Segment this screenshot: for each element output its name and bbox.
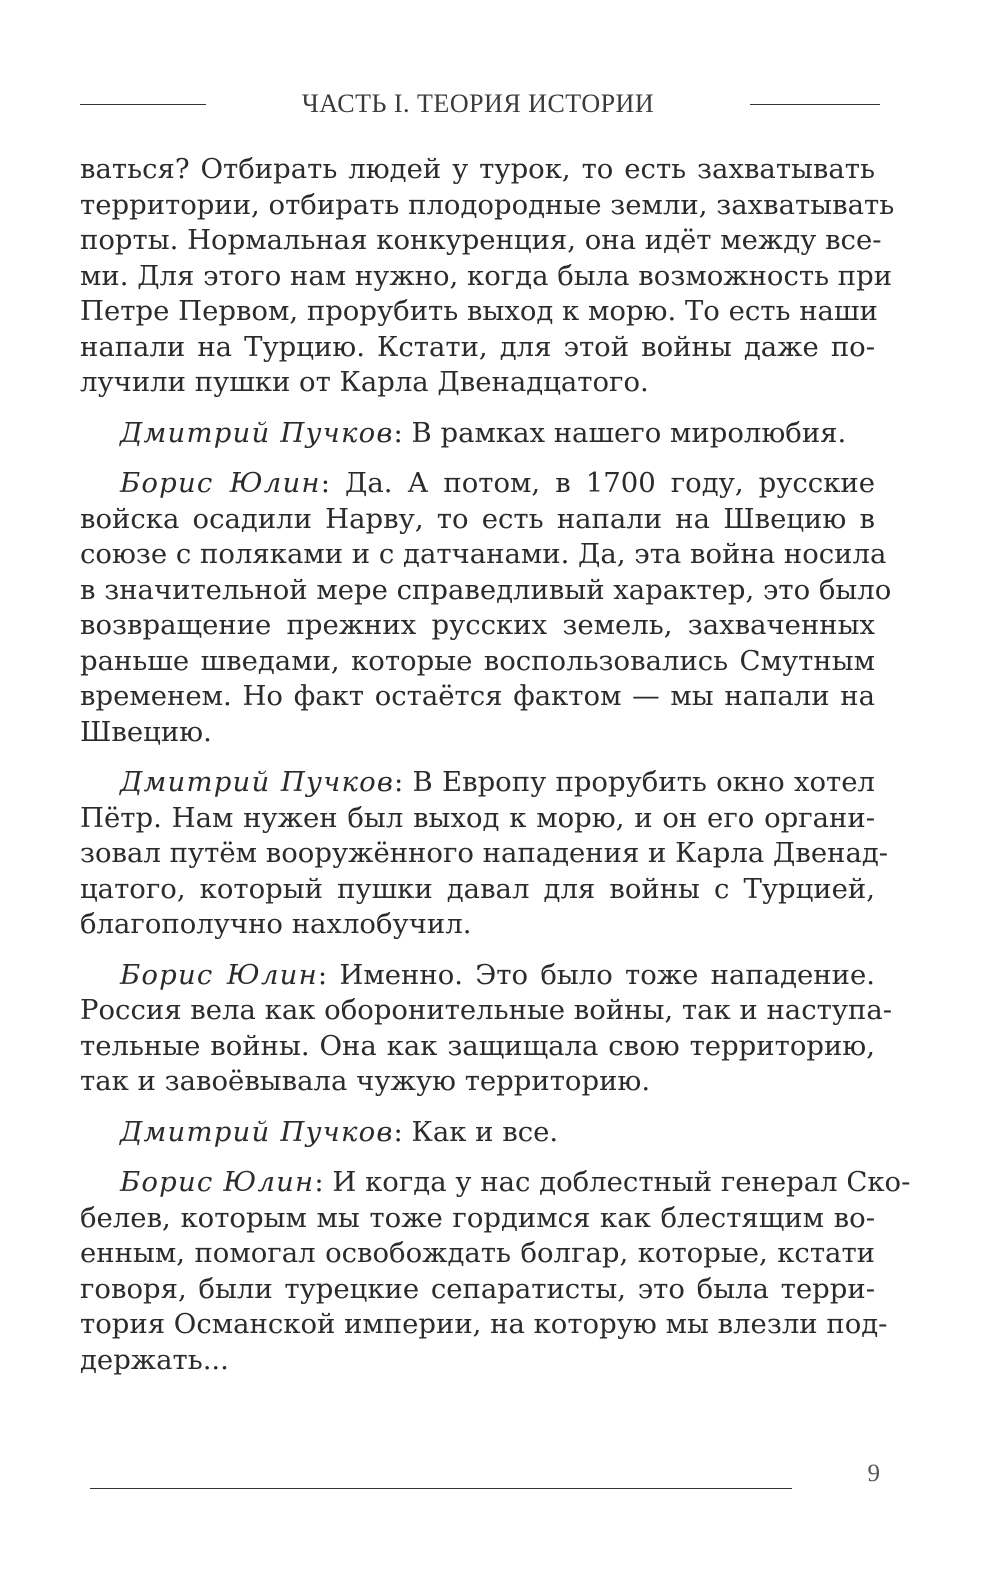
text-line: белев, которым мы тоже гордимся как блестящим во- xyxy=(80,1201,875,1234)
text-line: ваться? Отбирать людей у турок, то есть захватывать xyxy=(80,153,875,185)
paragraph xyxy=(80,765,889,943)
text-line: лучили пушки от Карла Двенадцатого. xyxy=(80,366,649,398)
text-line: в значительной мере справедливый характер, это было xyxy=(80,573,892,606)
text-line: говоря, были турецкие сепаратисты, это была терри- xyxy=(80,1272,875,1305)
text-line: тельные войны. Она как защищала свою территорию, xyxy=(80,1029,875,1062)
text-line xyxy=(80,1165,911,1201)
text-line: тория Османской империи, на которую мы влезли под- xyxy=(80,1308,888,1340)
running-title: ЧАСТЬ I. ТЕОРИЯ ИСТОРИИ xyxy=(301,89,655,118)
text-line: порты. Нормальная конкуренция, она идёт между все- xyxy=(80,224,882,256)
speaker-name: Дмитрий Пучков xyxy=(120,1115,394,1148)
text-line xyxy=(80,466,875,502)
page-footer xyxy=(90,1460,880,1500)
text-line: территории, отбирать плодородные земли, захватывать xyxy=(80,188,895,221)
page-number: 9 xyxy=(867,1460,880,1487)
text-line xyxy=(80,765,875,801)
paragraph xyxy=(80,152,895,401)
speaker-name: Борис Юлин xyxy=(120,958,318,991)
speaker-name: Дмитрий Пучков xyxy=(120,416,394,449)
paragraph xyxy=(80,416,875,452)
text-line: зовал путём вооружённого нападения и Карла Двенад- xyxy=(80,837,889,869)
speaker-name: Дмитрий Пучков xyxy=(120,766,395,798)
text-line: Пётр. Нам нужен был выход к морю, и он его органи- xyxy=(80,801,875,834)
speech-text: : В рамках нашего миролюбия. xyxy=(393,416,847,449)
header-rule-left xyxy=(80,104,206,105)
speech-text: : И когда у нас доблестный генерал Ско- xyxy=(314,1166,911,1198)
text-line: Россия вела как оборонительные войны, так и наступа- xyxy=(80,994,893,1026)
speech-text: : Именно. Это было тоже нападение. xyxy=(317,958,875,991)
text-line: войска осадили Нарву, то есть напали на Швецию в xyxy=(80,502,875,535)
text-line: енным, помогал освобождать болгар, которые, кстати xyxy=(80,1237,875,1269)
running-header xyxy=(80,86,880,122)
text-line xyxy=(80,416,875,452)
text-line: ми. Для этого нам нужно, когда была возможность при xyxy=(80,259,893,292)
speech-text: : Да. А потом, в 1700 году, русские xyxy=(320,467,875,499)
text-line xyxy=(80,958,875,994)
speech-text: : В Европу прорубить окно хотел xyxy=(394,766,875,798)
text-line: так и завоёвывала чужую территорию. xyxy=(80,1065,651,1097)
text-line: союзе с поляками и с датчанами. Да, эта война носила xyxy=(80,538,887,570)
footer-rule xyxy=(90,1488,792,1489)
body-text xyxy=(80,152,911,1393)
text-line: раньше шведами, которые воспользовались Смутным xyxy=(80,644,875,677)
text-line: Петре Первом, прорубить выход к морю. То есть наши xyxy=(80,295,878,327)
paragraph xyxy=(80,466,892,750)
text-line: временем. Но факт остаётся фактом — мы напали на xyxy=(80,680,875,712)
speaker-name: Борис Юлин xyxy=(120,467,321,499)
text-line: цатого, который пушки давал для войны с Турцией, xyxy=(80,872,875,905)
speech-text: : Как и все. xyxy=(393,1115,559,1148)
paragraph xyxy=(80,1115,875,1151)
paragraph xyxy=(80,958,893,1100)
text-line: возвращение прежних русских земель, захваченных xyxy=(80,609,875,641)
text-line: напали на Турцию. Кстати, для этой войны даже по- xyxy=(80,330,875,363)
text-line: благополучно нахлобучил. xyxy=(80,908,472,940)
paragraph xyxy=(80,1165,911,1378)
text-line: держать... xyxy=(80,1343,229,1376)
text-line: Швецию. xyxy=(80,715,212,748)
header-rule-right xyxy=(750,104,880,105)
text-line xyxy=(80,1115,875,1151)
speaker-name: Борис Юлин xyxy=(120,1166,315,1198)
